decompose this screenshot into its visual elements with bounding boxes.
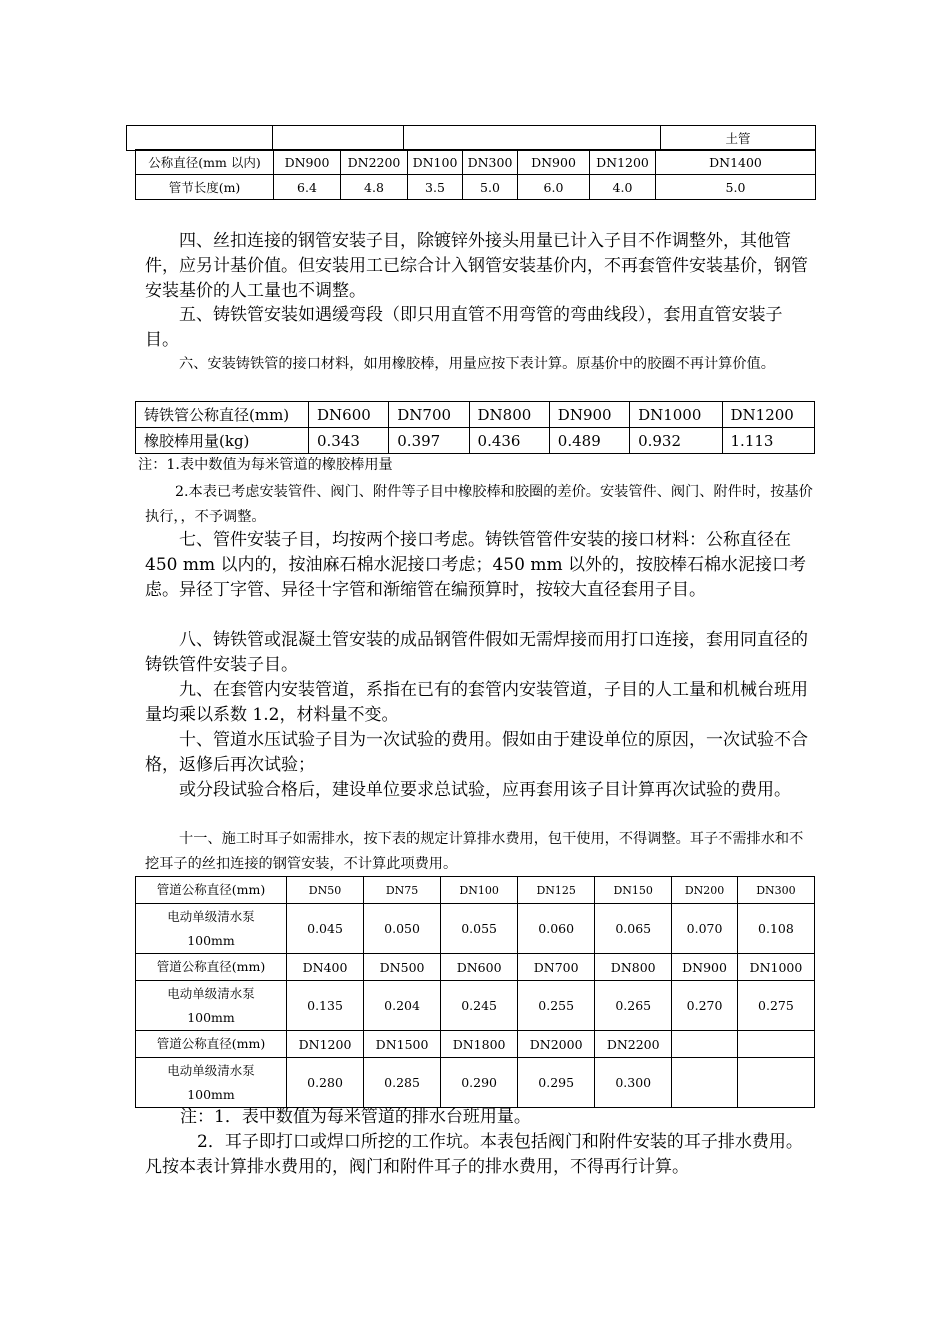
table-cell: 0.070 [672, 904, 738, 954]
table-row [136, 150, 816, 175]
paragraph-11: 十一、施工时耳子如需排水，按下表的规定计算排水费用，包干使用，不得调整。耳子不需排水和不挖耳子的丝扣连接的钢管安装，不计算此项费用。 [145, 831, 804, 872]
table-cell [672, 1031, 738, 1058]
table-cell: 橡胶棒用量(kg) [136, 428, 309, 454]
table-cell: 0.065 [595, 904, 672, 954]
table-cell: DN1000 [630, 402, 722, 428]
table-cell: 公称直径(mm 以内) [136, 150, 274, 175]
table-cell: 0.275 [737, 981, 814, 1031]
paragraph-6: 六、安装铸铁管的接口材料，如用橡胶棒，用量应按下表计算。原基价中的胶圈不再计算价值。 [179, 356, 775, 372]
table-cell: 0.060 [518, 904, 595, 954]
table-cell: DN1500 [364, 1031, 441, 1058]
table-cell: 0.245 [441, 981, 518, 1031]
table-cell: 0.295 [518, 1058, 595, 1108]
table-row [136, 175, 816, 200]
table-cell: 0.436 [469, 428, 549, 454]
paragraph-8: 八、铸铁管或混凝土管安装的成品钢管件假如无需焊接而用打口连接，套用同直径的铸铁管件安装子目。 [145, 630, 808, 675]
table-pipe-length [135, 149, 816, 200]
table-cell: 0.204 [364, 981, 441, 1031]
table-cell: 管道公称直径(mm) [136, 954, 287, 981]
table-row [136, 954, 815, 981]
paragraph-10b: 或分段试验合格后，建设单位要求总试验，应再套用该子目计算再次试验的费用。 [179, 780, 791, 800]
table-cell: DN800 [595, 954, 672, 981]
table-cell: DN400 [287, 954, 364, 981]
table-cell: 0.300 [595, 1058, 672, 1108]
table-cell: 4.0 [590, 175, 656, 200]
paragraph-10a: 十、管道水压试验子目为一次试验的费用。假如由于建设单位的原因，一次试验不合格，返修后再次试验； [145, 730, 808, 775]
table-cell: DN50 [287, 877, 364, 904]
table-cell [404, 126, 661, 151]
table-cell: 0.290 [441, 1058, 518, 1108]
table-cell: 6.4 [274, 175, 341, 200]
table-cell: DN2200 [341, 150, 408, 175]
table-cell: DN900 [549, 402, 629, 428]
table-cell: DN500 [364, 954, 441, 981]
table-cell: DN300 [463, 150, 518, 175]
table-cell: DN2200 [595, 1031, 672, 1058]
table-row [136, 1058, 815, 1108]
table-cell: DN2000 [518, 1031, 595, 1058]
table-cell: DN900 [274, 150, 341, 175]
table-cell [737, 1031, 814, 1058]
table-cell: 电动单级清水泵100mm [136, 981, 287, 1031]
table-cell: 管节长度(m) [136, 175, 274, 200]
table-cell [737, 1058, 814, 1108]
table-cell: 0.055 [441, 904, 518, 954]
table-cell: DN300 [737, 877, 814, 904]
table-row [136, 877, 815, 904]
table-pump-usage [135, 876, 815, 1108]
table-cell: DN125 [518, 877, 595, 904]
table-cell: 0.270 [672, 981, 738, 1031]
table-cell: 0.265 [595, 981, 672, 1031]
table-cell: DN1200 [287, 1031, 364, 1058]
table-row [136, 402, 815, 428]
table-cell [273, 126, 404, 151]
table-cell: 0.255 [518, 981, 595, 1031]
table-row [136, 1031, 815, 1058]
table-cell: 管道公称直径(mm) [136, 877, 287, 904]
table-cell: DN900 [672, 954, 738, 981]
note-rubber-2: 2.本表已考虑安装管件、阀门、附件等子目中橡胶棒和胶圈的差价。安装管件、阀门、附件时，按基价执行，，不予调整。 [145, 484, 813, 525]
table-cell: 0.343 [309, 428, 389, 454]
table-cell: 4.8 [341, 175, 408, 200]
table-cell: DN600 [441, 954, 518, 981]
table-cell: DN1000 [737, 954, 814, 981]
table-cell: 0.280 [287, 1058, 364, 1108]
table-cell: 管道公称直径(mm) [136, 1031, 287, 1058]
table-cell: DN100 [408, 150, 463, 175]
table-cell: 0.932 [630, 428, 722, 454]
table-cell: 3.5 [408, 175, 463, 200]
paragraph-9: 九、在套管内安装管道，系指在已有的套管内安装管道，子目的人工量和机械台班用量均乘以系数 1.2，材料量不变。 [145, 680, 808, 725]
table-cell: 铸铁管公称直径(mm) [136, 402, 309, 428]
table-cell: 0.045 [287, 904, 364, 954]
table-cell: DN75 [364, 877, 441, 904]
table-cell: 1.113 [722, 428, 814, 454]
table-cell: DN700 [518, 954, 595, 981]
paragraph-5: 五、铸铁管安装如遇缓弯段（即只用直管不用弯管的弯曲线段），套用直管安装子目。 [145, 305, 783, 350]
table-cell: 0.050 [364, 904, 441, 954]
table-cell: DN1400 [656, 150, 816, 175]
table-cell: DN150 [595, 877, 672, 904]
table-cell: 0.285 [364, 1058, 441, 1108]
table-cell: DN1800 [441, 1031, 518, 1058]
table-cell: DN1200 [722, 402, 814, 428]
table-cell: 0.108 [737, 904, 814, 954]
table-cell: DN200 [672, 877, 738, 904]
table-cell: 5.0 [463, 175, 518, 200]
table-row [136, 904, 815, 954]
table-cell: DN800 [469, 402, 549, 428]
table-cell: 6.0 [518, 175, 590, 200]
table-row [136, 428, 815, 454]
table-rubber-usage [135, 401, 815, 454]
table-cell: DN1200 [590, 150, 656, 175]
note-pump-1: 注：1．表中数值为每米管道的排水台班用量。 [180, 1107, 531, 1127]
table-cell: 电动单级清水泵100mm [136, 1058, 287, 1108]
table-cell: 电动单级清水泵100mm [136, 904, 287, 954]
note-pump-2: 2．耳子即打口或焊口所挖的工作坑。本表包括阀门和附件安装的耳子排水费用。凡按本表计算排水费用的，阀门和附件耳子的排水费用，不得再行计算。 [145, 1132, 803, 1177]
table-cell: DN100 [441, 877, 518, 904]
table-cell: 0.397 [389, 428, 469, 454]
table-cell [672, 1058, 738, 1108]
paragraph-7: 七、管件安装子目，均按两个接口考虑。铸铁管管件安装的接口材料：公称直径在 450 mm 以内的，按油麻石棉水泥接口考虑；450 mm 以外的，按胶棒石棉水泥接口考虑。异径丁字管、异径十字管和渐缩管在编预算时，按较大直径套用子目。 [145, 530, 806, 600]
note-rubber-1: 注：1.表中数值为每米管道的橡胶棒用量 [138, 457, 393, 473]
table-top-continuation [126, 125, 816, 151]
table-cell: 0.489 [549, 428, 629, 454]
table-cell: 0.135 [287, 981, 364, 1031]
table-cell: DN700 [389, 402, 469, 428]
table-cell [127, 126, 273, 151]
table-cell: 5.0 [656, 175, 816, 200]
table-cell: 土管 [661, 126, 816, 151]
table-cell: DN900 [518, 150, 590, 175]
paragraph-4: 四、丝扣连接的钢管安装子目，除镀锌外接头用量已计入子目不作调整外，其他管件，应另计基价值。但安装用工已综合计入钢管安装基价内，不再套管件安装基价，钢管安装基价的人工量也不调整。 [145, 231, 808, 301]
table-cell: DN600 [309, 402, 389, 428]
table-row [136, 981, 815, 1031]
